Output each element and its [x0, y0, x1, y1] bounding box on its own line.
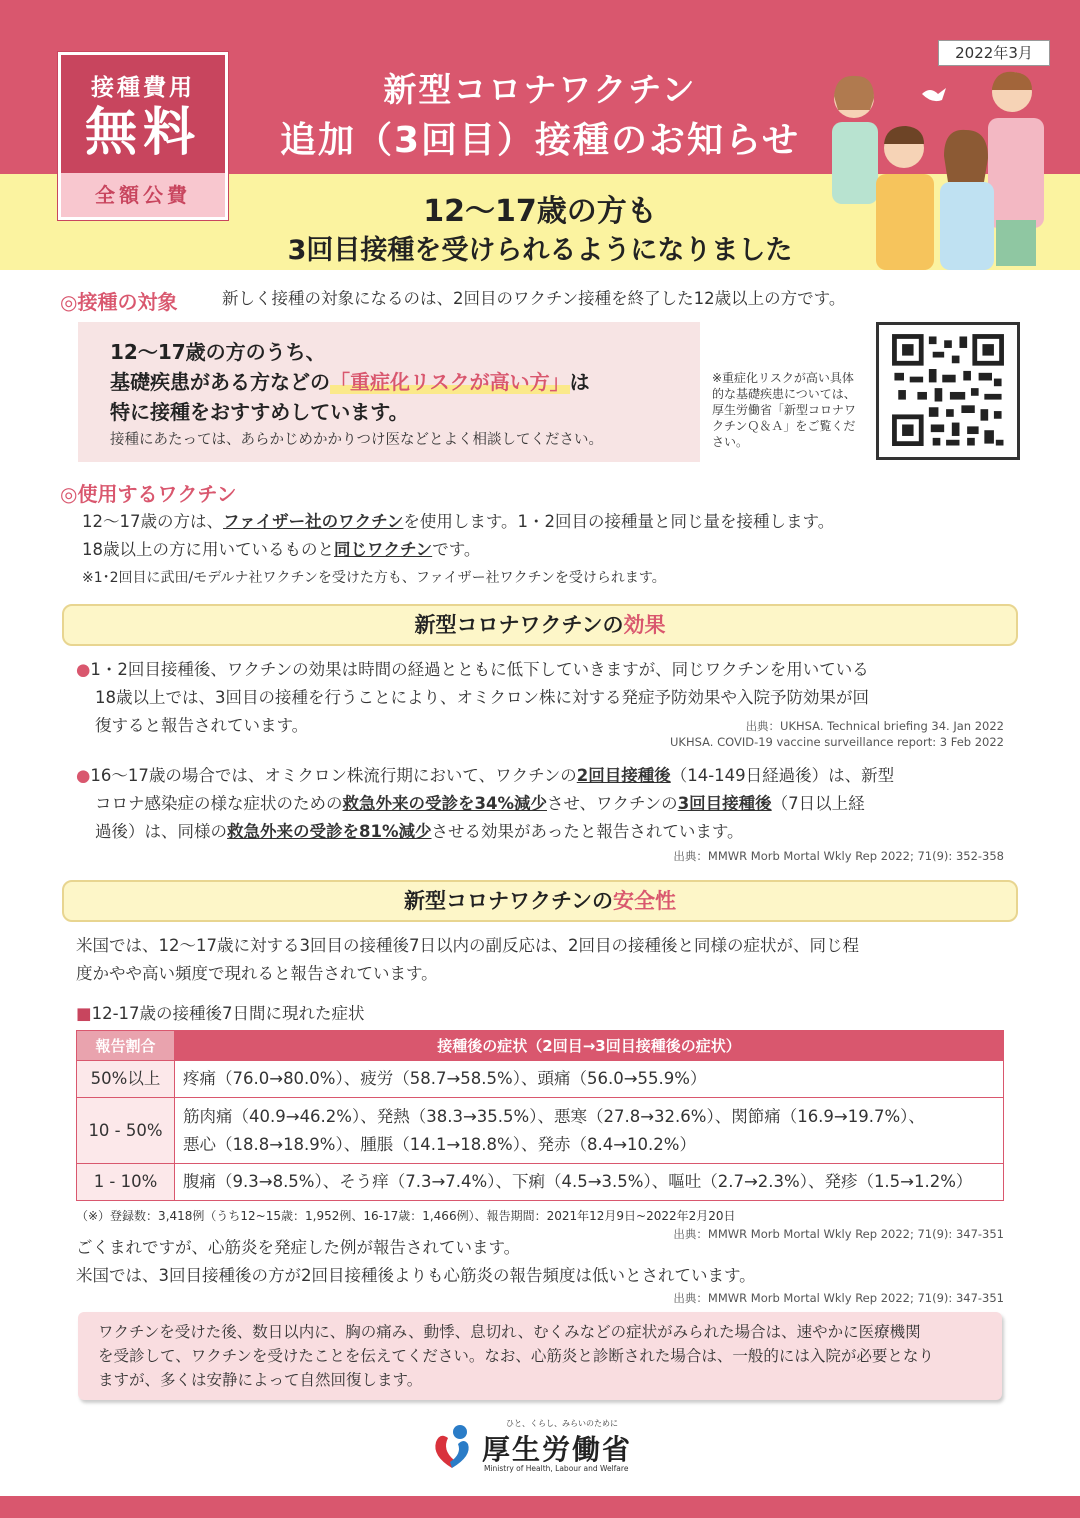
table-source: 出典：MMWR Morb Mortal Wkly Rep 2022; 71(9): 347-351	[673, 1227, 1004, 1241]
effect-source1: 出典：UKHSA. Technical briefing 34. Jan 2022 UKHSA. COVID-19 vaccine surveillance report: 3 Feb 2022	[669, 719, 1004, 749]
mhlw-logo	[428, 1418, 658, 1478]
col-symptom-header: 接種後の症状（2回目→3回目接種後の症状）	[175, 1031, 1004, 1061]
col-rate-header: 報告割合	[77, 1031, 175, 1061]
target-box-line2: 基礎疾患がある方などの「重症化リスクが高い方」は	[110, 370, 590, 394]
footer-band	[0, 1496, 1080, 1518]
table-row: 1 - 10% 腹痛（9.3→8.5%）、そう痒（7.3→7.4%）、下痢（4.5→3.5%）、嘔吐（2.7→2.3%）、発疹（1.5→1.2%）	[77, 1164, 1004, 1201]
title-line2: 追加（3回目）接種のお知らせ	[280, 120, 800, 161]
safety-intro: 米国では、12～17歳に対する3回目の接種後7日以内の副反応は、2回目の接種後と同様の症状が、同じ程 度かやや高い頻度で現れると報告されています。	[76, 936, 859, 983]
qr-note: ※重症化リスクが高い具体的な基礎疾患については、厚生労働省「新型コロナワクチンＱ＆Ａ」をご覧ください。	[712, 371, 857, 449]
myocarditis-line2: 米国では、3回目接種後の方が2回目接種後よりも心筋炎の報告頻度は低いとされています。	[76, 1266, 756, 1285]
target-intro: 新しく接種の対象になるのは、2回目のワクチン接種を終了した12歳以上の方です。	[222, 289, 846, 308]
effect-paragraph2: ●16～17歳の場合では、オミクロン株流行期において、ワクチンの2回目接種後（14-149日経過後）は、新型 コロナ感染症の様な症状のための救急外来の受診を34%減少させ、ワクチンの3回目接種後（7日以上経 過後）は、同様の救急外来の受診を81%減少させる効果があったと報告されています。	[76, 766, 895, 841]
free-label: 無料	[84, 103, 201, 163]
target-box-line1: 12～17歳の方のうち、	[110, 340, 326, 364]
myocarditis-source: 出典：MMWR Morb Mortal Wkly Rep 2022; 71(9): 347-351	[673, 1291, 1004, 1305]
date-label: 2022年3月	[938, 40, 1050, 66]
target-section-label: ◎接種の対象	[60, 290, 178, 314]
logo-english: Ministry of Health, Labour and Welfare	[484, 1464, 629, 1473]
headline-line1: 12～17歳の方も	[423, 194, 657, 229]
qr-code[interactable]	[876, 322, 1020, 460]
table-note: （※）登録数：3,418例（うち12~15歳：1,952例、16-17歳：1,466例）、報告期間：2021年12月9日~2022年2月20日	[76, 1209, 736, 1223]
logo-tagline: ひと、くらし、みらいのために	[506, 1419, 618, 1428]
headline-line2: 3回目接種を受けられるようになりました	[287, 235, 793, 266]
myocarditis-line1: ごくまれですが、心筋炎を発症した例が報告されています。	[76, 1238, 521, 1257]
safety-banner: 新型コロナワクチンの安全性	[62, 880, 1018, 922]
symptom-table	[76, 1030, 1004, 1201]
vaccine-note: ※1･2回目に武田/モデルナ社ワクチンを受けた方も、ファイザー社ワクチンを受けられます。	[82, 570, 666, 586]
warning-box: ワクチンを受けた後、数日以内に、胸の痛み、動悸、息切れ、むくみなどの症状がみられた場合は、速やかに医療機関 を受診して、ワクチンを受けたことを伝えてください。なお、心筋炎と診断された場合は、一般的には入院が必要となり ますが、多くは安静によって自然回復します。	[78, 1312, 1002, 1400]
effect-paragraph1: ●1・2回目接種後、ワクチンの効果は時間の経過とともに低下していきますが、同じワクチンを用いている 18歳以上では、3回目の接種を行うことにより、オミクロン株に対する発症予防効果や入院予防効果が回 復すると報告されています。	[76, 660, 869, 735]
target-box-line3: 特に接種をおすすめしています。	[110, 400, 409, 424]
table-row: 50%以上 疼痛（76.0→80.0%）、疲労（58.7→58.5%）、頭痛（56.0→55.9%）	[77, 1061, 1004, 1098]
logo-name: 厚生労働省	[482, 1433, 633, 1466]
fee-label: 接種費用	[91, 75, 195, 101]
vaccine-line2: 18歳以上の方に用いているものと同じワクチンです。	[82, 540, 481, 559]
free-fee-badge	[58, 52, 228, 220]
effect-source2: 出典：MMWR Morb Mortal Wkly Rep 2022; 71(9): 352-358	[673, 849, 1004, 863]
target-box-note: 接種にあたっては、あらかじめかかりつけ医などとよく相談してください。	[110, 432, 603, 448]
vaccine-line1: 12～17歳の方は、ファイザー社のワクチンを使用します。1・2回目の接種量と同じ量を接種します。	[82, 512, 835, 531]
title-line1: 新型コロナワクチン	[383, 70, 697, 109]
family-illustration	[826, 70, 1056, 270]
effect-banner: 新型コロナワクチンの効果	[62, 604, 1018, 646]
pfizer-vaccine-text: ファイザー社のワクチン	[223, 512, 404, 531]
mhlw-emblem-icon	[428, 1422, 476, 1472]
high-risk-highlight: 「重症化リスクが高い方」	[330, 370, 570, 394]
table-row: 10 - 50% 筋肉痛（40.9→46.2%）、発熱（38.3→35.5%）、悪寒（27.8→32.6%）、関節痛（16.9→19.7%）、 悪心（18.8→18.9%）、腫脹（14.1→18.8%）、発赤（8.4→10.2%）	[77, 1098, 1004, 1164]
table-title: ■12-17歳の接種後7日間に現れた症状	[76, 1004, 365, 1023]
vaccine-section-label: ◎使用するワクチン	[60, 482, 237, 506]
public-funded-label: 全額公費	[61, 173, 225, 217]
target-highlight-box	[78, 322, 700, 462]
same-vaccine-text: 同じワクチン	[334, 540, 433, 559]
